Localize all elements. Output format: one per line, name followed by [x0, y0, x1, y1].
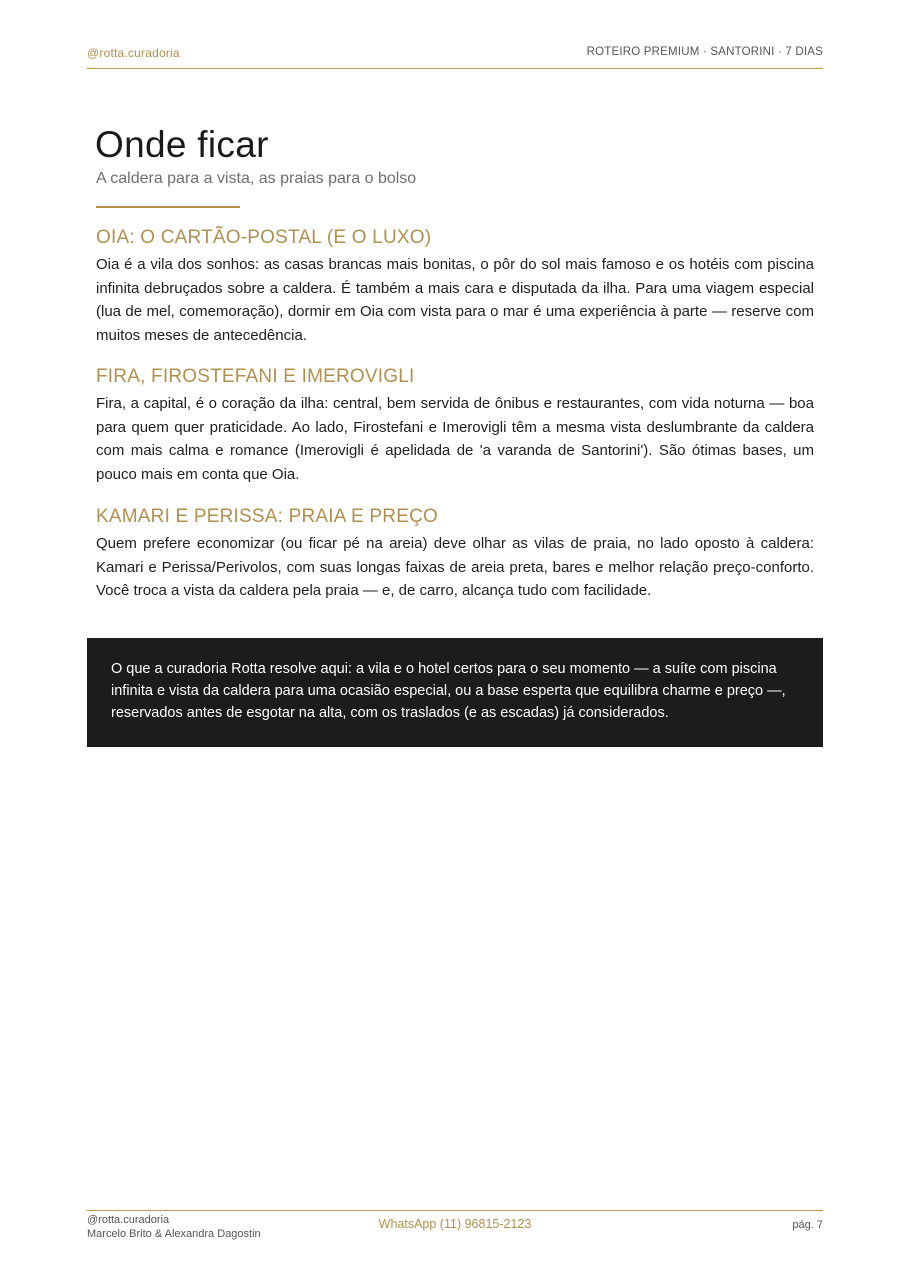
section-heading: OIA: O CARTÃO-POSTAL (E O LUXO) — [96, 227, 432, 248]
page-header — [87, 46, 823, 69]
callout-text: O que a curadoria Rotta resolve aqui: a vila e o hotel certos para o seu momento — a suíte com piscina infinita e vista da caldera para uma ocasião especial, ou a base esperta que equilibra charme e preço —, reservados antes de esgotar na alta, com os traslados (e as escadas) já considerados. — [111, 661, 786, 721]
header-document-title: ROTEIRO PREMIUM · SANTORINI · 7 DIAS — [586, 46, 823, 58]
section-kamari-perissa — [96, 506, 814, 603]
curadoria-callout — [87, 638, 823, 747]
footer-handle: @rotta.curadoria — [87, 1214, 170, 1226]
page-footer — [87, 1210, 823, 1247]
section-fira — [96, 366, 814, 486]
footer-whatsapp: WhatsApp (11) 96815-2123 — [378, 1217, 532, 1231]
section-body: Fira, a capital, é o coração da ilha: central, bem servida de ônibus e restaurantes, com vida noturna — boa para quem quer praticidade. Ao lado, Firostefani e Imerovigli têm a mesma vista deslumbrante da caldera com mais calma e romance (Imerovigli é apelidada de 'a varanda de Santorini'). São ótimas bases, um pouco mais em conta que Oia. — [96, 395, 814, 483]
page-number: pág. 7 — [792, 1219, 823, 1231]
footer-authors: Marcelo Brito & Alexandra Dagostin — [87, 1228, 261, 1240]
section-body: Quem prefere economizar (ou ficar pé na areia) deve olhar as vilas de praia, no lado oposto à caldera: Kamari e Perissa/Perivolos, com suas longas faixas de areia preta, bares e melhor relação preço-conforto. Você troca a vista da caldera pela praia — e, de carro, alcança tudo com facilidade. — [96, 535, 814, 600]
section-oia — [96, 227, 814, 347]
title-divider — [96, 206, 240, 208]
section-heading: FIRA, FIROSTEFANI E IMEROVIGLI — [96, 366, 415, 387]
header-brand: @rotta.curadoria — [87, 46, 180, 60]
section-body: Oia é a vila dos sonhos: as casas brancas mais bonitas, o pôr do sol mais famoso e os hotéis com piscina infinita debruçados sobre a caldera. É também a mais cara e disputada da ilha. Para uma viagem especial (lua de mel, comemoração), dormir em Oia com vista para o mar é uma experiência à parte — reserve com muitos meses de antecedência. — [96, 256, 814, 344]
section-heading: KAMARI E PERISSA: PRAIA E PREÇO — [96, 506, 438, 527]
page-subtitle: A caldera para a vista, as praias para o bolso — [96, 170, 417, 187]
page-title: Onde ficar — [95, 124, 269, 165]
